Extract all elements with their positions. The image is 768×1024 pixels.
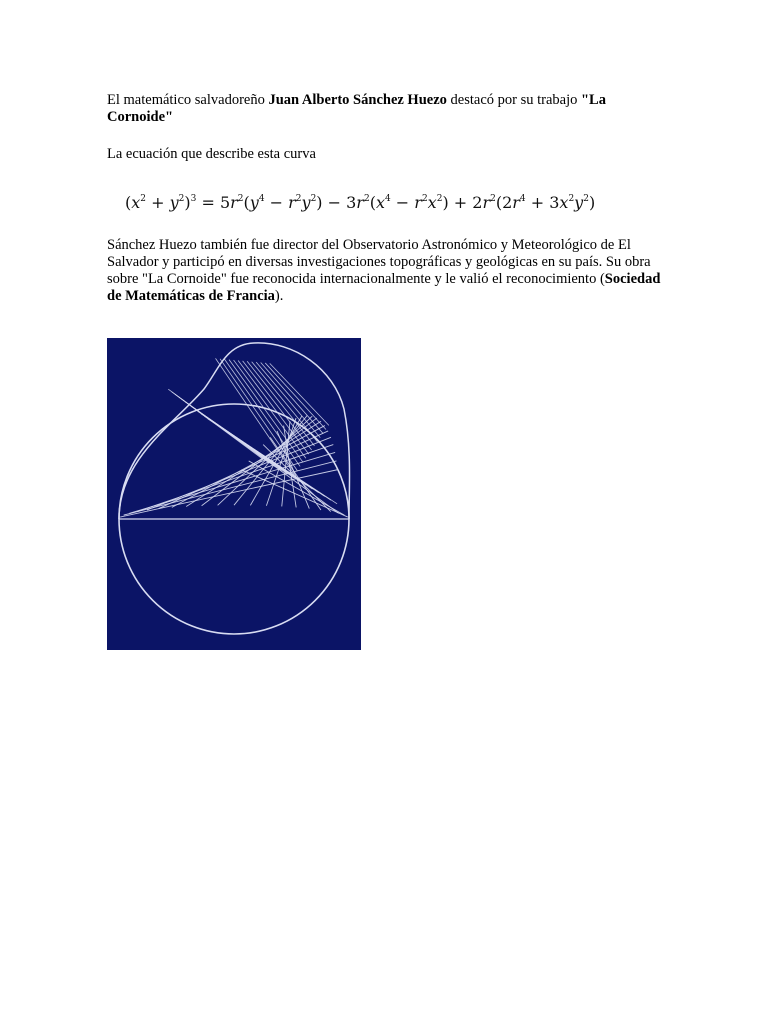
society-name: Sociedad de Matemáticas de Francia (107, 271, 661, 304)
bio-text: Sánchez Huezo también fue director del Observatorio Astronómico y Meteorológico de El Salvador y participó en diversas investigaciones topográficas y geológicas en su país. Su obra sobre "La Cornoide" fue reconocida internacionalmente y le valió el reconocimiento ( (107, 237, 651, 287)
lattice-line (261, 363, 323, 434)
lattice-line (247, 361, 314, 446)
envelope-chord (202, 418, 317, 506)
cornoid-equation: $(x^2 + y^2)^3 = 5r^2(y^4 - r^2y^2) - 3r^2(x^4 - r^2x^2) + 2r^2(2r^4 + 3x^2y^2)$ (125, 193, 596, 212)
envelope-chord (270, 437, 321, 510)
envelope-chord (137, 445, 333, 512)
bio-suffix: ). (274, 288, 284, 304)
intro-text-middle: destacó por su trabajo (446, 92, 581, 108)
intro-text: El matemático salvadoreño (107, 92, 269, 108)
equation-intro: La ecuación que describe esta curva (107, 146, 316, 162)
mathematician-name: Juan Alberto Sánchez Huezo (268, 92, 447, 108)
bio-paragraph (107, 237, 667, 305)
document-body (107, 92, 667, 305)
lattice-line (216, 358, 295, 474)
work-title: "La Cornoide" (107, 92, 606, 125)
intro-paragraph (107, 92, 667, 126)
cornoid-figure (107, 338, 361, 650)
envelope-chord (218, 416, 313, 505)
lattice-line (208, 419, 337, 504)
cornoid-diagram (107, 338, 361, 650)
